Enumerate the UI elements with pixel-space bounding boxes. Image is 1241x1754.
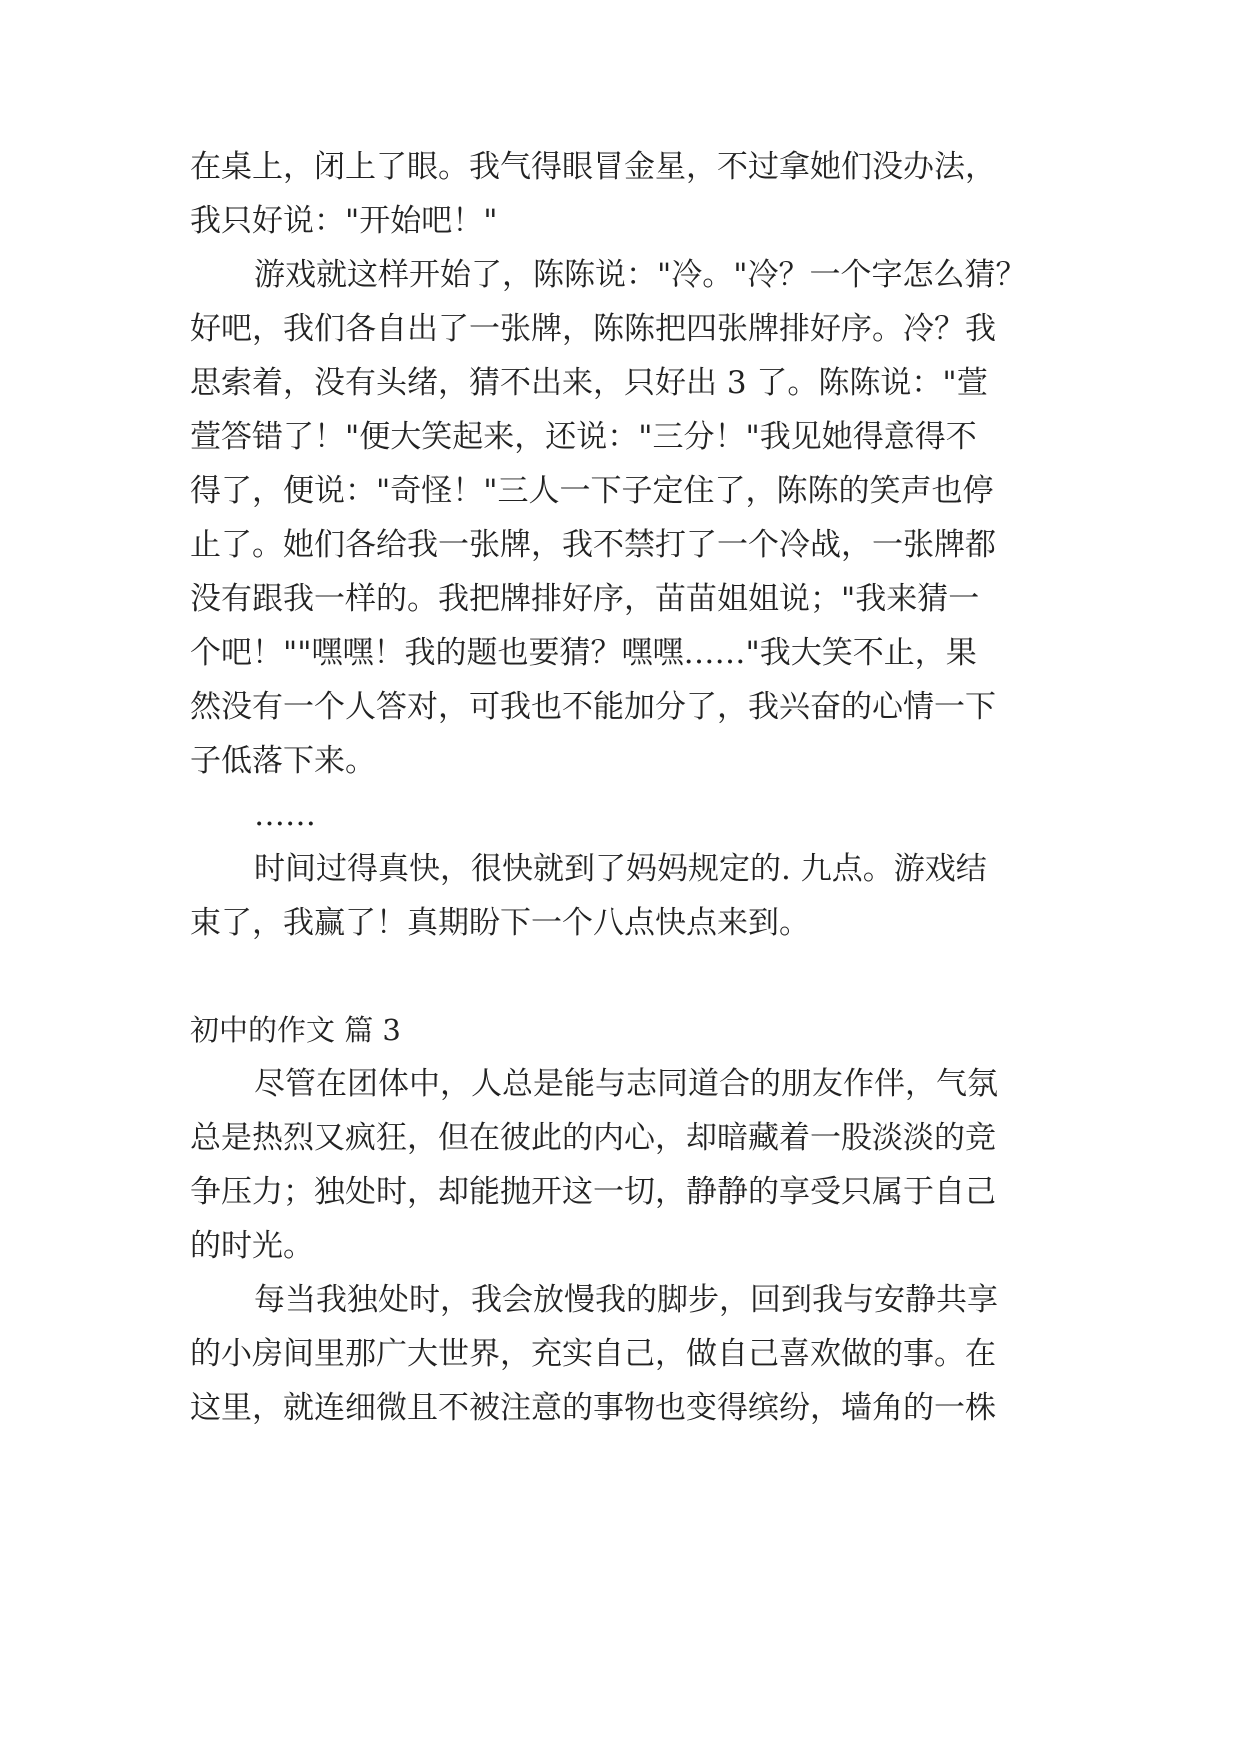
paragraph-line: 我只好说："开始吧！" xyxy=(190,203,498,239)
section-heading: 初中的作文 篇 3 xyxy=(190,1013,401,1047)
paragraph-line: 每当我独处时，我会放慢我的脚步，回到我与安静共享 xyxy=(254,1282,998,1318)
paragraph-line: 然没有一个人答对，可我也不能加分了，我兴奋的心情一下 xyxy=(190,689,996,725)
paragraph-line: 在桌上，闭上了眼。我气得眼冒金星，不过拿她们没办法， xyxy=(190,149,996,185)
paragraph-line: 止了。她们各给我一张牌，我不禁打了一个冷战，一张牌都 xyxy=(190,527,996,563)
paragraph-line: 这里，就连细微且不被注意的事物也变得缤纷，墙角的一株 xyxy=(190,1390,996,1426)
paragraph-line: 好吧，我们各自出了一张牌，陈陈把四张牌排好序。冷？我 xyxy=(190,311,996,347)
paragraph-line: 时间过得真快，很快就到了妈妈规定的. 九点。游戏结 xyxy=(254,851,987,887)
paragraph-line: 的时光。 xyxy=(190,1228,314,1264)
ellipsis-line: …… xyxy=(254,797,316,833)
paragraph-line: 得了，便说："奇怪！"三人一下子定住了，陈陈的笑声也停 xyxy=(190,473,994,509)
paragraph-line: 的小房间里那广大世界，充实自己，做自己喜欢做的事。在 xyxy=(190,1336,996,1372)
paragraph-line: 子低落下来。 xyxy=(190,743,376,779)
paragraph-line: 尽管在团体中，人总是能与志同道合的朋友作伴，气氛 xyxy=(254,1066,998,1102)
paragraph-line: 争压力；独处时，却能抛开这一切，静静的享受只属于自己 xyxy=(190,1174,996,1210)
paragraph-line: 束了，我赢了！真期盼下一个八点快点来到。 xyxy=(190,905,810,941)
paragraph-line: 没有跟我一样的。我把牌排好序，苗苗姐姐说；"我来猜一 xyxy=(190,581,980,617)
paragraph-line: 个吧！""嘿嘿！我的题也要猜？嘿嘿……"我大笑不止，果 xyxy=(190,635,977,671)
paragraph-line: 总是热烈又疯狂，但在彼此的内心，却暗藏着一股淡淡的竞 xyxy=(190,1120,996,1156)
paragraph-line: 游戏就这样开始了，陈陈说："冷。"冷？一个字怎么猜？ xyxy=(254,257,1027,293)
paragraph-line: 思索着，没有头绪，猜不出来，只好出 3 了。陈陈说："萱 xyxy=(190,365,988,401)
paragraph-line: 萱答错了！"便大笑起来，还说："三分！"我见她得意得不 xyxy=(190,419,977,455)
